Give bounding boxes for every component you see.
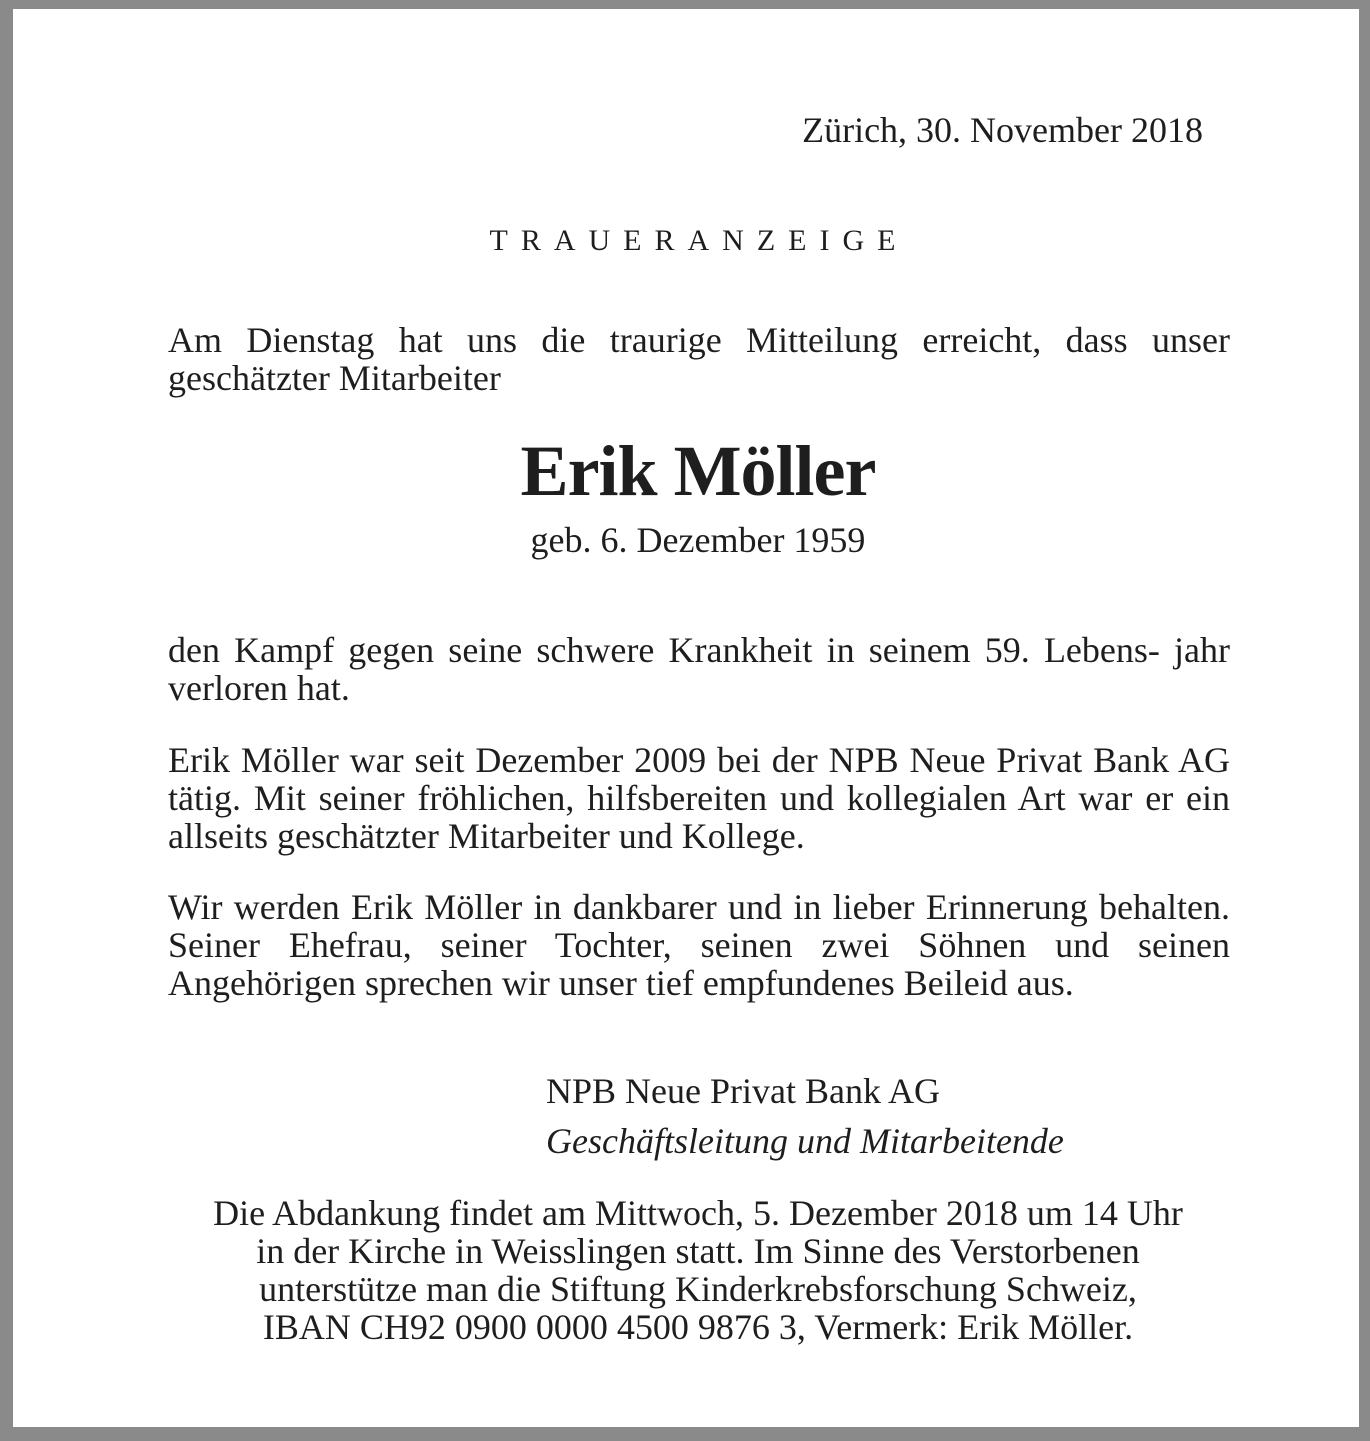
intro-paragraph: Am Dienstag hat uns die traurige Mitteilung erreicht, dass unser geschätzter Mitarbeiter: [168, 320, 1230, 398]
ceremony-line-2: in der Kirche in Weisslingen statt. Im Sinne des Verstorbenen: [256, 1231, 1140, 1271]
body-paragraph-1: den Kampf gegen seine schwere Krankheit in seinem 59. Lebens- jahr verloren hat.: [168, 630, 1230, 708]
body-paragraph-2: Erik Möller war seit Dezember 2009 bei der NPB Neue Privat Bank AG tätig. Mit seiner fröhlichen, hilfsbereiten und kollegialen Art war er ein allseits geschätzter Mitarbeiter und Kollege.: [168, 740, 1230, 856]
signature-department: Geschäftsleitung und Mitarbeitende: [546, 1121, 1064, 1161]
ceremony-line-1: Die Abdankung findet am Mittwoch, 5. Dezember 2018 um 14 Uhr: [213, 1193, 1183, 1233]
birth-date: geb. 6. Dezember 1959: [530, 520, 866, 560]
body-paragraph-3: Wir werden Erik Möller in dankbarer und in lieber Erinnerung behalten. Seiner Ehefrau, seiner Tochter, seinen zwei Söhnen und seinen Angehörigen sprechen wir unser tief empfundenes Beileid aus.: [168, 887, 1230, 1003]
ceremony-line-4: IBAN CH92 0900 0000 4500 9876 3, Vermerk: Erik Möller.: [262, 1307, 1134, 1347]
signature-company: NPB Neue Privat Bank AG: [546, 1071, 940, 1111]
date-line: Zürich, 30. November 2018: [802, 110, 1203, 150]
deceased-name: Erik Möller: [520, 431, 876, 511]
ceremony-notice: [13, 1194, 1370, 1346]
notice-heading: TRAUERANZEIGE: [489, 224, 909, 257]
ceremony-line-3: unterstütze man die Stiftung Kinderkrebsforschung Schweiz,: [259, 1269, 1137, 1309]
